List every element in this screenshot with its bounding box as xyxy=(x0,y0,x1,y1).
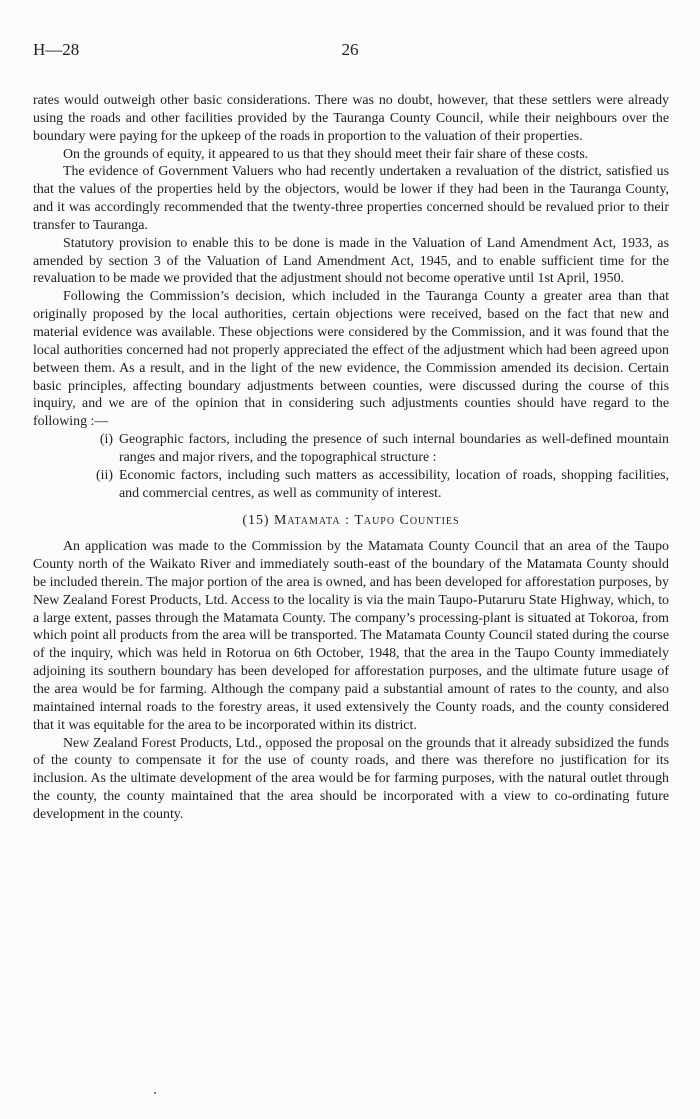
paragraph: Statutory provision to enable this to be done is made in the Valuation of Land Amendment Act, 1933, as amended by section 3 of the Valuation of Land Amendment Act, 1945, and to enable sufficient time for the revaluation to be made we provided that the adjustment should not become operative until 1st April, 1950. xyxy=(33,235,669,287)
list-item-text: Geographic factors, including the presence of such internal boundaries as well-defined mountain ranges and major rivers, and the topographical structure : xyxy=(119,432,669,465)
paragraph: On the grounds of equity, it appeared to us that they should meet their fair share of these costs. xyxy=(63,146,589,162)
scan-speck xyxy=(154,1092,156,1094)
list-marker: (i) xyxy=(99,432,113,448)
section-name-b: Taupo Counties xyxy=(354,513,460,529)
page-body xyxy=(33,92,669,824)
list-item-text: Economic factors, including such matters as accessibility, location of roads, shopping facilities, and commercial centres, as well as community of interest. xyxy=(119,467,669,501)
document-reference: H—28 xyxy=(33,40,80,59)
paragraph: The evidence of Government Valuers who had recently undertaken a revaluation of the district, satisfied us that the values of the properties held by the objectors, would be lower if they had been in the Tauranga County, and it was accordingly recommended that the twenty-three properties concerned should be revalued prior to their transfer to Tauranga. xyxy=(33,164,669,233)
list-marker: (ii) xyxy=(96,467,113,483)
page-number: 26 xyxy=(341,40,359,59)
section-name-a: Matamata xyxy=(274,513,341,529)
section-separator: : xyxy=(345,513,350,529)
paragraph: An application was made to the Commission by the Matamata County Council that an area of the Taupo County north of the Waikato River and immediately south-east of the boundary of the Matamata County should be included therein. The major portion of the area is owned, and has been developed for afforestation purposes, by New Zealand Forest Products, Ltd. Access to the locality is via the main Taupo-Putaruru State Highway, which, to a large extent, passes through the Matamata County. The company’s processing-plant is situated at Tokoroa, from which point all products from the area will be transported. The Matamata County Council stated during the course of the inquiry, which was held in Rotorua on 6th October, 1948, that the area in the Taupo County immediately adjoining its southern boundary has been developed for afforestation purposes, and the ultimate future usage of the area would be for farming. Although the company paid a substantial amount of rates to the county, and also maintained internal roads to the forestry areas, it used extensively the County roads, and the county considered that it was equitable for the area to be incorporated within its district. xyxy=(33,539,669,733)
paragraph: Following the Commission’s decision, which included in the Tauranga County a greater area than that originally proposed by the local authorities, certain objections were received, based on the fact that new and material evidence was available. These objections were considered by the Commission, and it was found that the local authorities concerned had not properly appreciated the effect of the adjustment which had been agreed upon between them. As a result, and in the light of the new evidence, the Commission amended its decision. Certain basic principles, affecting boundary adjustments between counties, were discussed during the course of this inquiry, and we are of the opinion that in considering such adjustments counties should have regard to the following :— xyxy=(33,289,669,430)
section-heading xyxy=(33,512,669,530)
page-header xyxy=(33,40,667,62)
list-item xyxy=(33,467,669,503)
paragraph: New Zealand Forest Products, Ltd., opposed the proposal on the grounds that it already subsidized the funds of the county to compensate it for the use of county roads, and there was therefore no justification for its inclusion. As the ultimate development of the area would be for farming purposes, with the natural outlet through the county, the county maintained that the area should be incorporated with a view to co-ordinating future development in the county. xyxy=(33,735,669,822)
paragraph: rates would outweigh other basic considerations. There was no doubt, however, that these settlers were already using the roads and other facilities provided by the Tauranga County Council, while their neighbours over the boundary were paying for the upkeep of the roads in proportion to the valuation of their properties. xyxy=(33,93,669,144)
list-item xyxy=(33,431,669,467)
section-number: (15) xyxy=(242,513,270,529)
